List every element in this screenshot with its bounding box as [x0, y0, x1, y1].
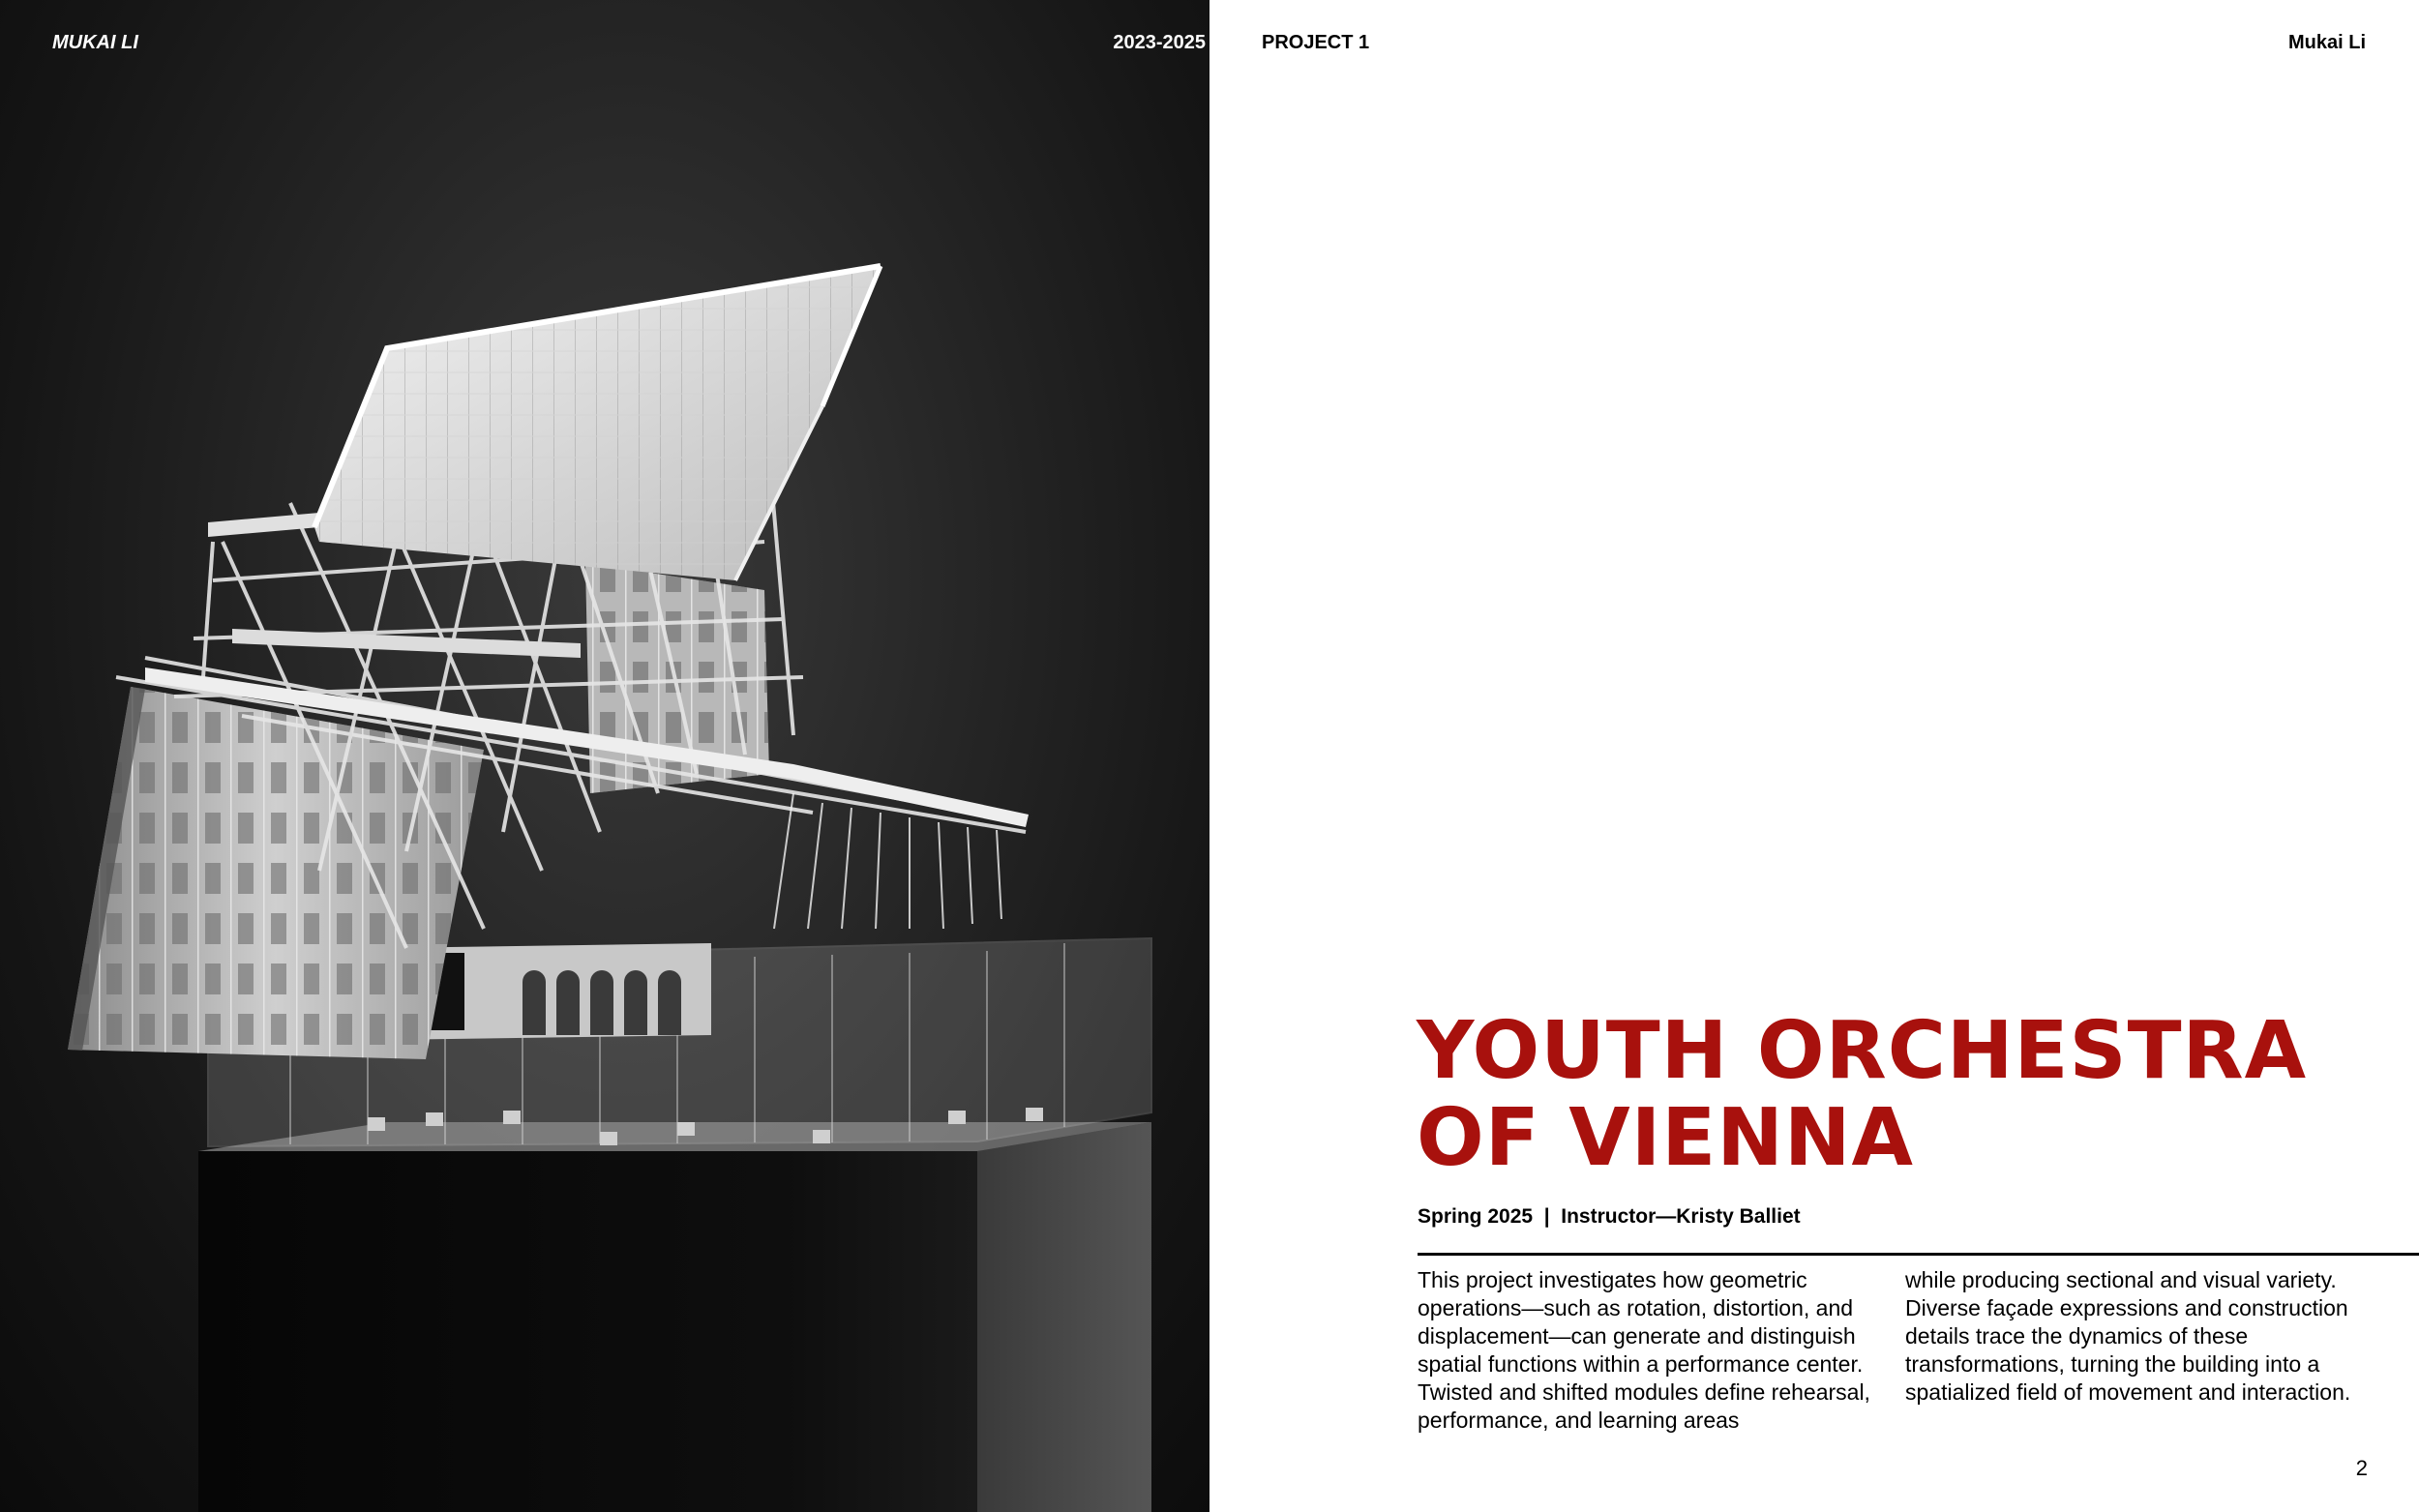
title-line-2: OF VIENNA [1417, 1092, 1914, 1184]
project-subtitle: Spring 2025 | Instructor—Kristy Balliet [1418, 1205, 1801, 1228]
page-number: 2 [2355, 1456, 2368, 1480]
title-line-1: YOUTH ORCHESTRA [1417, 1005, 2308, 1097]
years-header: 2023-2025 [1113, 32, 1206, 53]
project-title [1417, 1005, 2384, 1184]
author-header-right: Mukai Li [2287, 32, 2366, 53]
author-header-left: MUKAI LI [52, 32, 138, 53]
divider-rule [1418, 1253, 2419, 1256]
description-column-2: while producing sectional and visual variety. Diverse façade expressions and construction details trace the dynamics of these transformations, turning the building into a spatialized field of movement and interaction. [1905, 1267, 2351, 1405]
description-column-1: This project investigates how geometric operations—such as rotation, distortion, and displacement—can generate and distinguish spatial functions within a performance center. Twisted and shifted modules define rehearsal, performance, and learning areas [1418, 1267, 1870, 1433]
project-label: PROJECT 1 [1262, 32, 1370, 53]
